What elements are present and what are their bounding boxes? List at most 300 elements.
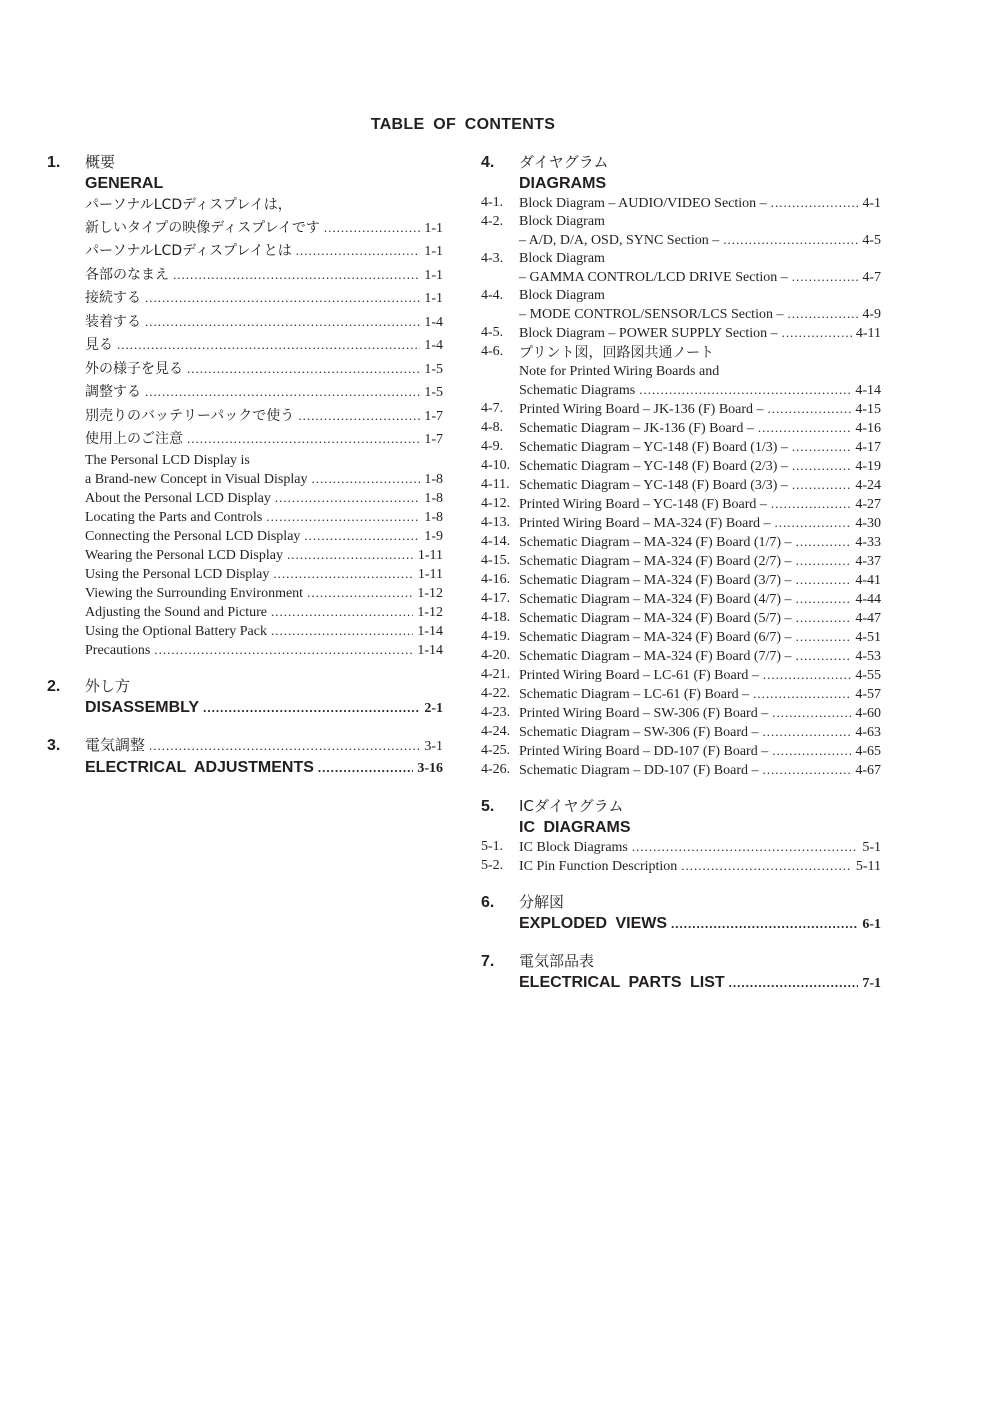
entry-page: 1-7 [424, 408, 443, 424]
toc-entry[interactable] [519, 590, 881, 609]
toc-entry[interactable] [85, 489, 443, 508]
leader-dots [203, 697, 420, 718]
entry-page: 4-17 [855, 440, 881, 455]
entry-page: 4-37 [855, 554, 881, 569]
entry-text: Connecting the Personal LCD Display [85, 528, 301, 544]
leader-dots [187, 428, 420, 451]
right-column [481, 152, 881, 994]
toc-entry[interactable] [519, 685, 881, 704]
entry-number: 4-15. [481, 553, 511, 568]
toc-subentry [481, 647, 881, 666]
toc-entry[interactable] [85, 697, 443, 719]
toc-entry[interactable] [85, 603, 443, 622]
section-exploded-views [481, 892, 881, 935]
entry-page: 1-4 [424, 314, 443, 330]
toc-entry[interactable] [519, 913, 881, 935]
toc-subentry [481, 685, 881, 704]
toc-entry[interactable] [85, 508, 443, 527]
toc-subentry [481, 250, 881, 287]
leader-dots [296, 240, 421, 263]
entry-text: Printed Wiring Board – DD-107 (F) Board – [519, 744, 769, 759]
entry-page: 4-57 [855, 687, 881, 702]
toc-entry[interactable] [85, 311, 443, 335]
section-number: 1. [47, 154, 61, 171]
leader-dots [758, 419, 851, 437]
leader-dots [311, 470, 420, 488]
toc-subentry [481, 343, 881, 400]
entry-page: 1-5 [424, 361, 443, 377]
toc-entry[interactable] [85, 264, 443, 288]
toc-entry[interactable] [519, 438, 881, 457]
leader-dots [771, 495, 851, 513]
leader-dots [763, 666, 851, 684]
toc-entry[interactable] [519, 552, 881, 571]
entry-text: Wearing the Personal LCD Display [85, 547, 283, 563]
leader-dots [796, 552, 852, 570]
entry-text: 各部のなまえ [85, 266, 169, 283]
entry-number: 4-5. [481, 325, 504, 340]
leader-dots [187, 358, 420, 381]
toc-entry[interactable] [85, 584, 443, 603]
entry-page: 4-27 [855, 497, 881, 512]
spacer [481, 935, 881, 951]
leader-dots [796, 590, 852, 608]
toc-entry[interactable] [85, 240, 443, 264]
toc-entry[interactable] [85, 470, 443, 489]
toc-subentry [481, 476, 881, 495]
spacer [481, 780, 881, 796]
section-number: 3. [47, 736, 61, 754]
leader-dots [681, 857, 852, 875]
leader-dots [304, 527, 420, 545]
entry-page: 4-24 [855, 478, 881, 493]
leader-dots [318, 757, 413, 778]
entry-page: 4-30 [855, 516, 881, 531]
toc-subentry [481, 571, 881, 590]
entry-number: 5-2. [481, 858, 504, 873]
entry-text: Schematic Diagram – YC-148 (F) Board (1/3) – [519, 440, 788, 455]
entry-page: 1-11 [417, 547, 443, 563]
leader-dots [763, 761, 852, 779]
entry-page: 5-11 [855, 859, 881, 874]
toc-entry[interactable] [519, 194, 881, 213]
entry-page: 1-12 [417, 585, 443, 601]
entry-text: – A/D, D/A, OSD, SYNC Section – [519, 233, 720, 248]
entry-number: 4-9. [481, 439, 504, 454]
toc-entry[interactable] [85, 358, 443, 382]
toc-entry[interactable] [519, 742, 881, 761]
section-title-en: ELECTRICAL ADJUSTMENTS [85, 758, 314, 776]
spacer [47, 660, 443, 676]
entry-text: Viewing the Surrounding Environment [85, 585, 304, 601]
toc-entry[interactable] [519, 723, 881, 742]
section-title-en: EXPLODED VIEWS [519, 915, 668, 932]
leader-dots [271, 603, 413, 621]
entry-page: 4-14 [855, 383, 881, 398]
section-diagrams [481, 152, 881, 194]
entry-page: 4-15 [855, 402, 881, 417]
entry-number: 4-4. [481, 288, 504, 303]
section-ic-diagrams [481, 796, 881, 838]
leader-dots [324, 217, 420, 240]
entry-number: 4-19. [481, 629, 511, 644]
entry-page: 4-33 [855, 535, 881, 550]
entry-text: 接続する [85, 290, 141, 306]
entry-text: Schematic Diagram – MA-324 (F) Board (7/7) – [519, 649, 792, 664]
toc-line: The Personal LCD Display is [85, 452, 250, 468]
entry-line: Block Diagram [519, 251, 605, 266]
entry-text: Schematic Diagram – LC-61 (F) Board – [519, 687, 750, 702]
toc-entry[interactable] [519, 457, 881, 476]
toc-subentry [481, 514, 881, 533]
toc-subentry [481, 324, 881, 343]
leader-dots [775, 514, 852, 532]
toc-subentry [481, 704, 881, 723]
section-general [47, 152, 443, 660]
entry-page: 5-1 [862, 840, 881, 855]
entry-page: 4-19 [855, 459, 881, 474]
entry-text: Schematic Diagram – MA-324 (F) Board (5/7) – [519, 611, 792, 626]
section-title-en: IC DIAGRAMS [519, 819, 631, 836]
entry-text: IC Block Diagrams [519, 840, 628, 855]
entry-page: 4-67 [855, 763, 881, 778]
toc-entry[interactable] [85, 735, 443, 757]
toc-entry[interactable] [519, 533, 881, 552]
leader-dots [782, 324, 852, 342]
section-title-en: DIAGRAMS [519, 175, 607, 192]
leader-dots [117, 334, 420, 357]
entry-number: 4-3. [481, 251, 504, 266]
section-title-jp: 分解図 [519, 893, 565, 911]
toc-entry[interactable] [519, 400, 881, 419]
entry-page: 7-1 [862, 976, 881, 991]
entry-text: Schematic Diagram – SW-306 (F) Board – [519, 725, 759, 740]
toc-entry[interactable] [519, 514, 881, 533]
leader-dots [771, 194, 859, 212]
entry-page: 1-11 [417, 566, 443, 582]
leader-dots [149, 735, 420, 756]
entry-page: 4-55 [855, 668, 881, 683]
entry-page: 4-7 [862, 270, 881, 285]
entry-number: 4-22. [481, 686, 511, 701]
entry-page: 1-5 [424, 385, 443, 400]
toc-entry[interactable] [519, 972, 881, 994]
leader-dots [271, 622, 413, 640]
entry-page: 4-9 [862, 307, 881, 322]
entry-text: 装着する [85, 313, 141, 330]
toc-entry[interactable] [85, 641, 443, 660]
entry-text: Block Diagram – AUDIO/VIDEO Section – [519, 196, 767, 211]
entry-text: Using the Personal LCD Display [85, 566, 270, 582]
leader-dots [145, 381, 420, 404]
entry-number: 4-14. [481, 534, 511, 549]
entry-page: 1-8 [424, 490, 443, 506]
toc-entry[interactable] [519, 838, 881, 857]
leader-dots [298, 405, 420, 428]
entry-line: Block Diagram [519, 214, 605, 229]
entry-number: 4-16. [481, 572, 511, 587]
toc-subentry [481, 723, 881, 742]
toc-subentry [481, 666, 881, 685]
leader-dots [287, 546, 414, 564]
entry-text: Schematic Diagram – MA-324 (F) Board (1/7) – [519, 535, 792, 550]
entry-text: 使用上のご注意 [85, 431, 183, 447]
entry-page: 1-1 [424, 291, 443, 306]
entry-page: 1-12 [417, 604, 443, 620]
entry-page: 4-47 [855, 611, 881, 626]
section-number: 5. [481, 798, 495, 815]
entry-text: Schematic Diagram – MA-324 (F) Board (3/7) – [519, 573, 792, 588]
entry-text: 調整する [85, 384, 141, 400]
entry-text: 見る [85, 337, 113, 353]
section-title-en: GENERAL [85, 175, 164, 192]
section-number: 7. [481, 953, 495, 970]
leader-dots [632, 838, 858, 856]
toc-subentry [481, 761, 881, 780]
toc-entry[interactable] [85, 405, 443, 429]
entry-page: 1-14 [417, 642, 443, 658]
entry-page: 4-5 [862, 233, 881, 248]
section-title-jp: 電気部品表 [519, 952, 595, 970]
toc-subentry [481, 628, 881, 647]
entry-number: 4-21. [481, 667, 511, 682]
entry-text: Using the Optional Battery Pack [85, 623, 267, 639]
entry-line: Note for Printed Wiring Boards and [519, 364, 720, 379]
leader-dots [796, 609, 852, 627]
entry-text: Printed Wiring Board – SW-306 (F) Board – [519, 706, 769, 721]
entry-number: 4-23. [481, 705, 511, 720]
leader-dots [787, 305, 858, 323]
leader-dots [792, 476, 851, 494]
entry-page: 1-8 [424, 471, 443, 487]
toc-subentry [481, 194, 881, 213]
entry-page: 4-1 [862, 196, 881, 211]
entry-line: Block Diagram [519, 288, 605, 303]
entry-page: 3-1 [424, 738, 443, 754]
section-title-jp: 電気調整 [85, 735, 146, 754]
toc-entry[interactable] [519, 268, 881, 287]
leader-dots [173, 264, 420, 287]
spacer [47, 719, 443, 735]
entry-text: Schematic Diagram – MA-324 (F) Board (6/7) – [519, 630, 792, 645]
entry-page: 1-1 [424, 244, 443, 259]
toc-subentry [481, 838, 881, 857]
entry-text: Schematic Diagram – MA-324 (F) Board (4/7) – [519, 592, 792, 607]
entry-text: Schematic Diagram – YC-148 (F) Board (3/3) – [519, 478, 788, 493]
ic-diagram-list [481, 838, 881, 876]
entry-text: Locating the Parts and Controls [85, 509, 263, 525]
toc-subentry [481, 742, 881, 761]
leader-dots [723, 231, 858, 249]
entry-page: 2-1 [424, 700, 443, 716]
entry-text-jp: プリント図，回路図共通ノート [519, 345, 715, 361]
leader-dots [273, 565, 414, 583]
section-title-jp: 外し方 [85, 676, 131, 695]
toc-subentry [481, 287, 881, 324]
entry-text: – MODE CONTROL/SENSOR/LCS Section – [519, 307, 784, 322]
entry-text: Schematic Diagram – YC-148 (F) Board (2/3) – [519, 459, 788, 474]
leader-dots [154, 641, 413, 659]
entry-page: 1-4 [424, 338, 443, 353]
entry-page: 4-51 [855, 630, 881, 645]
toc-entry[interactable] [519, 324, 881, 343]
entry-text: Printed Wiring Board – LC-61 (F) Board – [519, 668, 759, 683]
left-column [47, 152, 443, 779]
toc-entry[interactable] [519, 571, 881, 590]
leader-dots [796, 647, 852, 665]
leader-dots [792, 457, 851, 475]
section-number: 6. [481, 894, 495, 911]
toc-line: パーソナルLCDディスプレイは， [85, 197, 292, 213]
entry-number: 4-6. [481, 344, 504, 359]
section-number: 4. [481, 154, 495, 171]
section-number: 2. [47, 677, 61, 695]
toc-subentry [481, 590, 881, 609]
leader-dots [772, 704, 851, 722]
toc-entry[interactable] [85, 546, 443, 565]
leader-dots [266, 508, 420, 526]
toc-subentry [481, 609, 881, 628]
toc-entry[interactable] [519, 857, 881, 876]
entry-number: 4-8. [481, 420, 504, 435]
leader-dots [729, 972, 859, 993]
section-title-jp: 概要 [85, 153, 116, 171]
leader-dots [768, 400, 852, 418]
entry-text: Block Diagram – POWER SUPPLY Section – [519, 326, 778, 341]
toc-entry[interactable] [519, 495, 881, 514]
entry-page: 1-7 [424, 432, 443, 447]
toc-entry[interactable] [85, 622, 443, 641]
entry-page: 6-1 [862, 917, 881, 932]
toc-subentry [481, 457, 881, 476]
leader-dots [796, 571, 852, 589]
toc-entry[interactable] [519, 628, 881, 647]
toc-entry[interactable] [85, 217, 443, 241]
page-title: TABLE OF CONTENTS [370, 116, 556, 133]
entry-page: 1-9 [424, 528, 443, 544]
section-title-en: DISASSEMBLY [85, 698, 200, 716]
entry-number: 4-2. [481, 214, 504, 229]
entry-text: a Brand-new Concept in Visual Display [85, 471, 308, 487]
leader-dots [792, 268, 859, 286]
leader-dots [796, 533, 852, 551]
entry-page: 4-16 [855, 421, 881, 436]
toc-entry[interactable] [519, 476, 881, 495]
diagram-list [481, 194, 881, 780]
toc-entry[interactable] [519, 704, 881, 723]
leader-dots [796, 628, 852, 646]
entry-page: 4-53 [855, 649, 881, 664]
toc-entry[interactable] [519, 231, 881, 250]
leader-dots [772, 742, 851, 760]
toc-entry[interactable] [519, 647, 881, 666]
leader-dots [671, 913, 858, 934]
section-electrical-parts-list [481, 951, 881, 994]
toc-entry[interactable] [85, 287, 443, 311]
toc-subentry [481, 552, 881, 571]
toc-entry[interactable] [85, 334, 443, 358]
toc-entry[interactable] [85, 565, 443, 584]
leader-dots [753, 685, 851, 703]
entry-number: 4-11. [481, 477, 510, 492]
section-disassembly [47, 676, 443, 719]
toc-subentry [481, 857, 881, 876]
entry-page: 4-44 [855, 592, 881, 607]
spacer [481, 876, 881, 892]
entry-text: パーソナルLCDディスプレイとは [85, 243, 292, 259]
toc-subentry [481, 213, 881, 250]
leader-dots [275, 489, 420, 507]
entry-page: 1-1 [424, 267, 443, 283]
entry-text: – GAMMA CONTROL/LCD DRIVE Section – [519, 270, 788, 285]
entry-text: Printed Wiring Board – JK-136 (F) Board – [519, 402, 764, 417]
entry-number: 4-1. [481, 195, 504, 210]
entry-number: 5-1. [481, 839, 504, 854]
entry-text: About the Personal LCD Display [85, 490, 271, 506]
leader-dots [307, 584, 413, 602]
entry-page: 1-14 [417, 623, 443, 639]
toc-entry[interactable] [85, 757, 443, 779]
entry-text: Schematic Diagrams [519, 383, 636, 398]
entry-text: Adjusting the Sound and Picture [85, 604, 267, 620]
toc-entry[interactable] [519, 305, 881, 324]
toc-subentry [481, 533, 881, 552]
entry-page: 1-8 [424, 509, 443, 525]
entry-page: 4-60 [855, 706, 881, 721]
entry-text: IC Pin Function Description [519, 859, 678, 874]
entry-number: 4-7. [481, 401, 504, 416]
entry-text: Precautions [85, 642, 151, 658]
toc-entry[interactable] [85, 527, 443, 546]
entry-number: 4-17. [481, 591, 511, 606]
entry-text: Schematic Diagram – JK-136 (F) Board – [519, 421, 754, 436]
entry-page: 4-41 [855, 573, 881, 588]
toc-entry[interactable] [519, 381, 881, 400]
entry-page: 4-63 [855, 725, 881, 740]
toc-entry[interactable] [85, 381, 443, 405]
toc-entry[interactable] [519, 609, 881, 628]
entry-number: 4-18. [481, 610, 511, 625]
toc-subentry [481, 438, 881, 457]
leader-dots [792, 438, 851, 456]
toc-subentry [481, 400, 881, 419]
entry-text: Schematic Diagram – DD-107 (F) Board – [519, 763, 759, 778]
leader-dots [145, 311, 420, 334]
entry-number: 4-25. [481, 743, 511, 758]
section-title-jp: ダイヤグラム [519, 153, 609, 171]
entry-text: Printed Wiring Board – YC-148 (F) Board – [519, 497, 767, 512]
entry-page: 3-16 [417, 760, 443, 776]
toc-subentry [481, 495, 881, 514]
entry-text: 別売りのバッテリーパックで使う [85, 407, 295, 424]
toc-entry[interactable] [85, 428, 443, 452]
entry-number: 4-10. [481, 458, 511, 473]
entry-number: 4-24. [481, 724, 511, 739]
entry-text: 外の様子を見る [85, 360, 183, 377]
leader-dots [145, 287, 420, 310]
entry-number: 4-20. [481, 648, 511, 663]
section-title-jp: ICダイヤグラム [519, 797, 624, 815]
toc-entry[interactable] [519, 761, 881, 780]
section-title-en: ELECTRICAL PARTS LIST [519, 974, 725, 991]
entry-text: Printed Wiring Board – MA-324 (F) Board – [519, 516, 771, 531]
toc-entry[interactable] [519, 419, 881, 438]
toc-entry[interactable] [519, 666, 881, 685]
entry-text: Schematic Diagram – MA-324 (F) Board (2/7) – [519, 554, 792, 569]
entry-page: 1-1 [424, 220, 443, 236]
leader-dots [639, 381, 851, 399]
entry-number: 4-12. [481, 496, 511, 511]
